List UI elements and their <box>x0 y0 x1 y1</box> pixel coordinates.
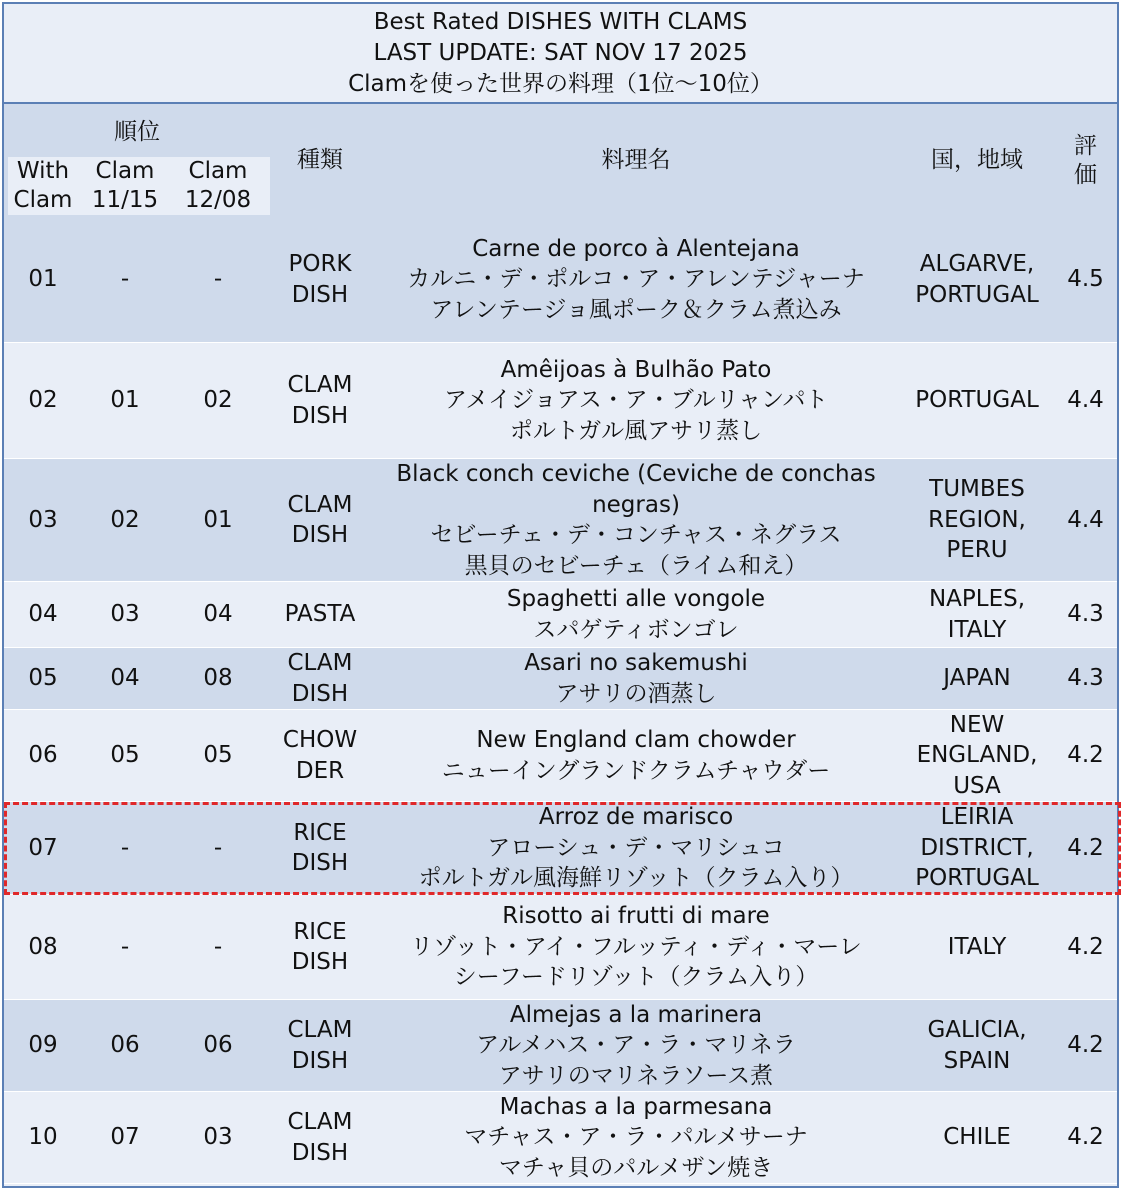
rank-clam-1115: 02 <box>110 506 140 533</box>
rank-with-clam: 02 <box>28 387 58 414</box>
rank-with-clam: 01 <box>28 266 58 293</box>
dish-name-name1: Almejas a la marinera <box>509 1001 763 1028</box>
header-clam-1115: Clam 11/15 <box>91 158 159 213</box>
dish-type: CLAM DISH <box>287 372 353 429</box>
table-row <box>4 459 1117 582</box>
header-dish: 料理名 <box>601 147 671 173</box>
table-title <box>4 4 1117 104</box>
header-rank: 順位 <box>114 118 160 145</box>
rank-with-clam: 10 <box>28 1124 58 1151</box>
dish-rating: 4.5 <box>1067 266 1104 293</box>
dish-type: CLAM DISH <box>287 1017 353 1074</box>
rank-clam-1208: 04 <box>203 601 233 628</box>
title-line-1: Best Rated DISHES WITH CLAMS <box>373 8 748 35</box>
dish-name-name1: Machas a la parmesana <box>499 1093 773 1120</box>
rank-clam-1115: 04 <box>110 665 140 692</box>
dish-country: NAPLES, ITALY <box>928 586 1026 643</box>
table-row <box>4 648 1117 710</box>
rank-clam-1115: 05 <box>110 742 140 769</box>
header-type: 種類 <box>297 147 343 173</box>
dish-name-name1: Amêijoas à Bulhão Pato <box>500 356 772 383</box>
dish-name-name1b: negras) <box>592 491 680 518</box>
rank-clam-1115: 01 <box>110 387 140 414</box>
dish-name <box>372 1092 900 1183</box>
dish-name-name3: アレンテージョ風ポーク＆クラム煮込み <box>430 296 842 323</box>
dish-name-name1: Risotto ai frutti di mare <box>502 903 770 930</box>
rank-clam-1115: - <box>120 834 130 861</box>
title-line-2: LAST UPDATE: SAT NOV 17 2025 <box>373 39 748 66</box>
dish-name-name2: マチャス・ア・ラ・パルメサーナ <box>464 1124 808 1151</box>
dish-rating: 4.3 <box>1067 601 1104 628</box>
table-row <box>4 1000 1117 1092</box>
header-rating: 評 価 <box>1074 132 1097 188</box>
header-country: 国，地域 <box>931 147 1023 173</box>
rank-with-clam: 03 <box>28 506 58 533</box>
dish-name-name1: New England clam chowder <box>476 727 796 753</box>
rank-clam-1208: - <box>213 933 223 960</box>
dish-country: CHILE <box>943 1124 1011 1151</box>
rank-clam-1208: 01 <box>203 506 233 533</box>
dish-name-name2: アルメハス・ア・ラ・マリネラ <box>476 1032 796 1059</box>
dish-type: CLAM DISH <box>287 650 353 707</box>
dish-country: ITALY <box>947 933 1007 960</box>
dish-type: PORK DISH <box>288 251 352 308</box>
dish-country: JAPAN <box>943 665 1011 692</box>
rank-with-clam: 04 <box>28 601 58 628</box>
rank-clam-1208: 08 <box>203 665 233 692</box>
dish-country: LEIRIA DISTRICT, PORTUGAL <box>915 804 1039 892</box>
dish-country: NEW ENGLAND, USA <box>916 711 1038 799</box>
table-row <box>4 582 1117 648</box>
dish-name-name3: シーフードリゾット（クラム入り） <box>453 964 819 991</box>
dish-name-name2: アサリの酒蒸し <box>555 680 717 707</box>
dish-name-name3: 黒貝のセビーチェ（ライム和え） <box>464 552 808 579</box>
dish-rating: 4.2 <box>1067 834 1104 861</box>
dish-name-name2: アローシュ・デ・マリシュコ <box>487 834 785 861</box>
dish-type: PASTA <box>284 601 356 628</box>
dish-country: TUMBES REGION, PERU <box>928 476 1026 564</box>
table-row <box>4 217 1117 343</box>
rank-clam-1208: 06 <box>203 1032 233 1059</box>
dish-name <box>372 802 900 894</box>
dish-rating: 4.2 <box>1067 742 1104 769</box>
rank-clam-1115: - <box>120 933 130 960</box>
dish-name <box>372 648 900 709</box>
dish-name-name1: Black conch ceviche (Ceviche de conchas <box>396 461 876 487</box>
rank-with-clam: 09 <box>28 1032 58 1059</box>
table-row <box>4 343 1117 459</box>
dish-rating: 4.2 <box>1067 1124 1104 1151</box>
dish-type: CLAM DISH <box>287 491 353 548</box>
dish-name-name2: リゾット・アイ・フルッティ・ディ・マーレ <box>410 933 862 960</box>
dish-name <box>372 459 900 581</box>
rank-clam-1208: - <box>213 266 223 293</box>
rank-clam-1208: 02 <box>203 387 233 414</box>
table-header <box>4 104 1117 219</box>
dish-name-name3: ポルトガル風アサリ蒸し <box>509 417 763 444</box>
header-clam-1208: Clam 12/08 <box>184 158 252 213</box>
table-row <box>4 802 1117 895</box>
dish-name-name3: マチャ貝のパルメザン焼き <box>498 1154 774 1181</box>
dish-name-name2: アメイジョアス・ア・ブルリャンパト <box>443 387 829 414</box>
dish-name-name1: Spaghetti alle vongole <box>506 586 766 612</box>
rank-with-clam: 06 <box>28 742 58 769</box>
dish-name <box>372 343 900 458</box>
dish-name-name1: Arroz de marisco <box>538 804 734 831</box>
table-row <box>4 895 1117 1000</box>
rank-clam-1208: 03 <box>203 1124 233 1151</box>
dish-name-name2: ニューイングランドクラムチャウダー <box>441 757 831 784</box>
dish-type: RICE DISH <box>291 819 349 876</box>
rank-clam-1115: - <box>120 266 130 293</box>
dish-rating: 4.4 <box>1067 387 1104 414</box>
rank-clam-1208: - <box>213 834 223 861</box>
dish-name <box>372 710 900 801</box>
dish-country: GALICIA, SPAIN <box>927 1017 1027 1074</box>
ranking-table <box>2 2 1119 1188</box>
dish-country: ALGARVE, PORTUGAL <box>915 251 1039 308</box>
dish-type: RICE DISH <box>291 918 349 975</box>
dish-name-name2: スパゲティボンゴレ <box>533 616 739 643</box>
rank-with-clam: 07 <box>28 834 58 861</box>
rank-with-clam: 08 <box>28 933 58 960</box>
rank-clam-1115: 06 <box>110 1032 140 1059</box>
rank-clam-1208: 05 <box>203 742 233 769</box>
dish-name-name3: ポルトガル風海鮮リゾット（クラム入り） <box>418 865 854 892</box>
dish-name-name2: カルニ・デ・ポルコ・ア・アレンテジャーナ <box>407 266 865 293</box>
dish-type: CLAM DISH <box>287 1109 353 1166</box>
table-row <box>4 710 1117 802</box>
table-row <box>4 1092 1117 1184</box>
rank-clam-1115: 07 <box>110 1124 140 1151</box>
dish-country: PORTUGAL <box>915 387 1039 414</box>
header-with-clam: With Clam <box>13 158 73 213</box>
dish-name-name1: Asari no sakemushi <box>524 650 748 676</box>
dish-rating: 4.2 <box>1067 933 1104 960</box>
title-line-3: Clamを使った世界の料理（1位〜10位） <box>348 70 773 97</box>
rank-with-clam: 05 <box>28 665 58 692</box>
dish-type: CHOW DER <box>282 727 358 784</box>
rank-clam-1115: 03 <box>110 601 140 628</box>
dish-name <box>372 582 900 647</box>
dish-rating: 4.4 <box>1067 506 1104 533</box>
dish-rating: 4.2 <box>1067 1032 1104 1059</box>
dish-rating: 4.3 <box>1067 665 1104 692</box>
dish-name <box>372 895 900 999</box>
dish-name <box>372 1000 900 1091</box>
dish-name <box>372 217 900 342</box>
dish-name-name2: セビーチェ・デ・コンチャス・ネグラス <box>430 522 842 548</box>
dish-name-name3: アサリのマリネラソース煮 <box>498 1062 774 1089</box>
dish-name-name1: Carne de porco à Alentejana <box>472 235 800 262</box>
